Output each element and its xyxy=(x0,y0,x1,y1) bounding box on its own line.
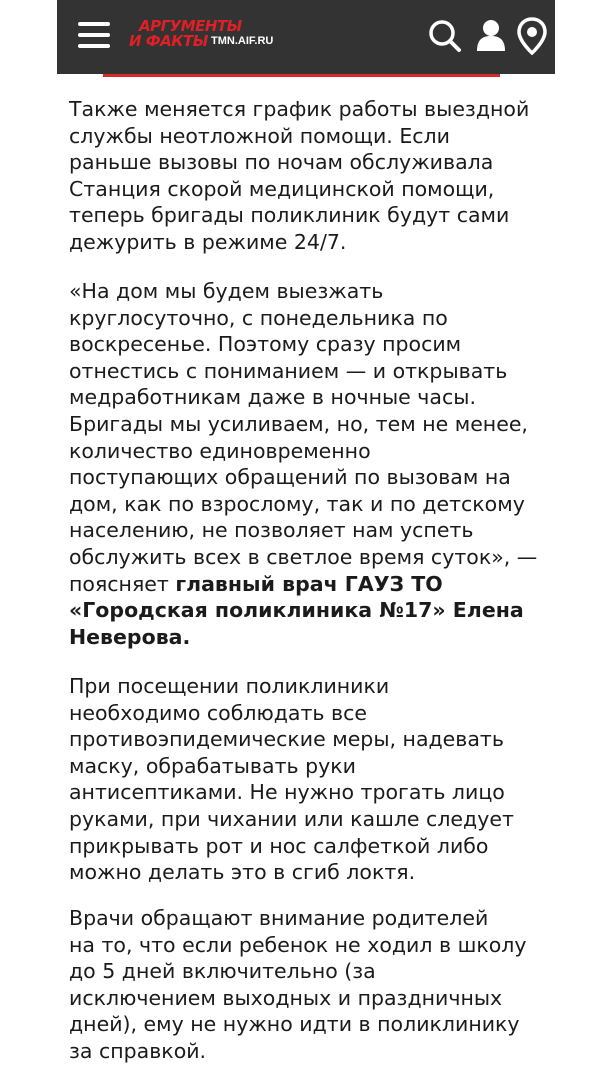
search-icon[interactable] xyxy=(427,17,463,55)
article-paragraph: При посещении поликлиники необходимо соблюдать все противоэпидемические меры, надевать маску, обрабатывать руки антисептиками. Не нужно трогать лицо руками, при чихании или кашле следует прикрывать рот и нос салфеткой либо можно делать это в сгиб локтя. xyxy=(69,674,514,885)
quote-attribution: главный врач ГАУЗ ТО «Городская поликлиника №17» Елена Неверова. xyxy=(69,571,524,649)
logo-line2: И ФАКТЫ xyxy=(129,32,208,50)
header-accent-strip xyxy=(103,74,500,77)
article-paragraph: Врачи обращают внимание родителей на то, что если ребенок не ходил в школу до 5 дней включительно (за исключением выходных и праздничных дней), ему не нужно идти в поликлинику за справкой. xyxy=(69,906,527,1063)
site-logo[interactable] xyxy=(129,17,289,57)
user-icon[interactable] xyxy=(473,17,509,55)
quote-text: «На дом мы будем выезжать круглосуточно, с понедельника по воскресенье. Поэтому сразу просим отнестись с пониманием — и открывать медработникам даже в ночные часы. Бригады мы усиливаем, но, тем не менее, количество единовременно поступающих обращений по вызовам на дом, как по взрослому, так и по детскому населению, не позволяет нам успеть обслужить всех в светлое время суток», — поясняет xyxy=(69,279,538,596)
menu-icon[interactable] xyxy=(78,22,110,48)
article-quote-paragraph xyxy=(69,278,537,650)
location-pin-icon[interactable] xyxy=(514,17,550,55)
article-paragraph: Также меняется график работы выездной службы неотложной помощи. Если раньше вызовы по ночам обслуживала Станция скорой медицинской помощи, теперь бригады поликлиник будут сами дежурить в режиме 24/7. xyxy=(69,97,530,254)
site-header xyxy=(57,0,555,74)
site-domain: TMN.AIF.RU xyxy=(211,35,274,47)
logo-line1: АРГУМЕНТЫ xyxy=(139,17,242,35)
